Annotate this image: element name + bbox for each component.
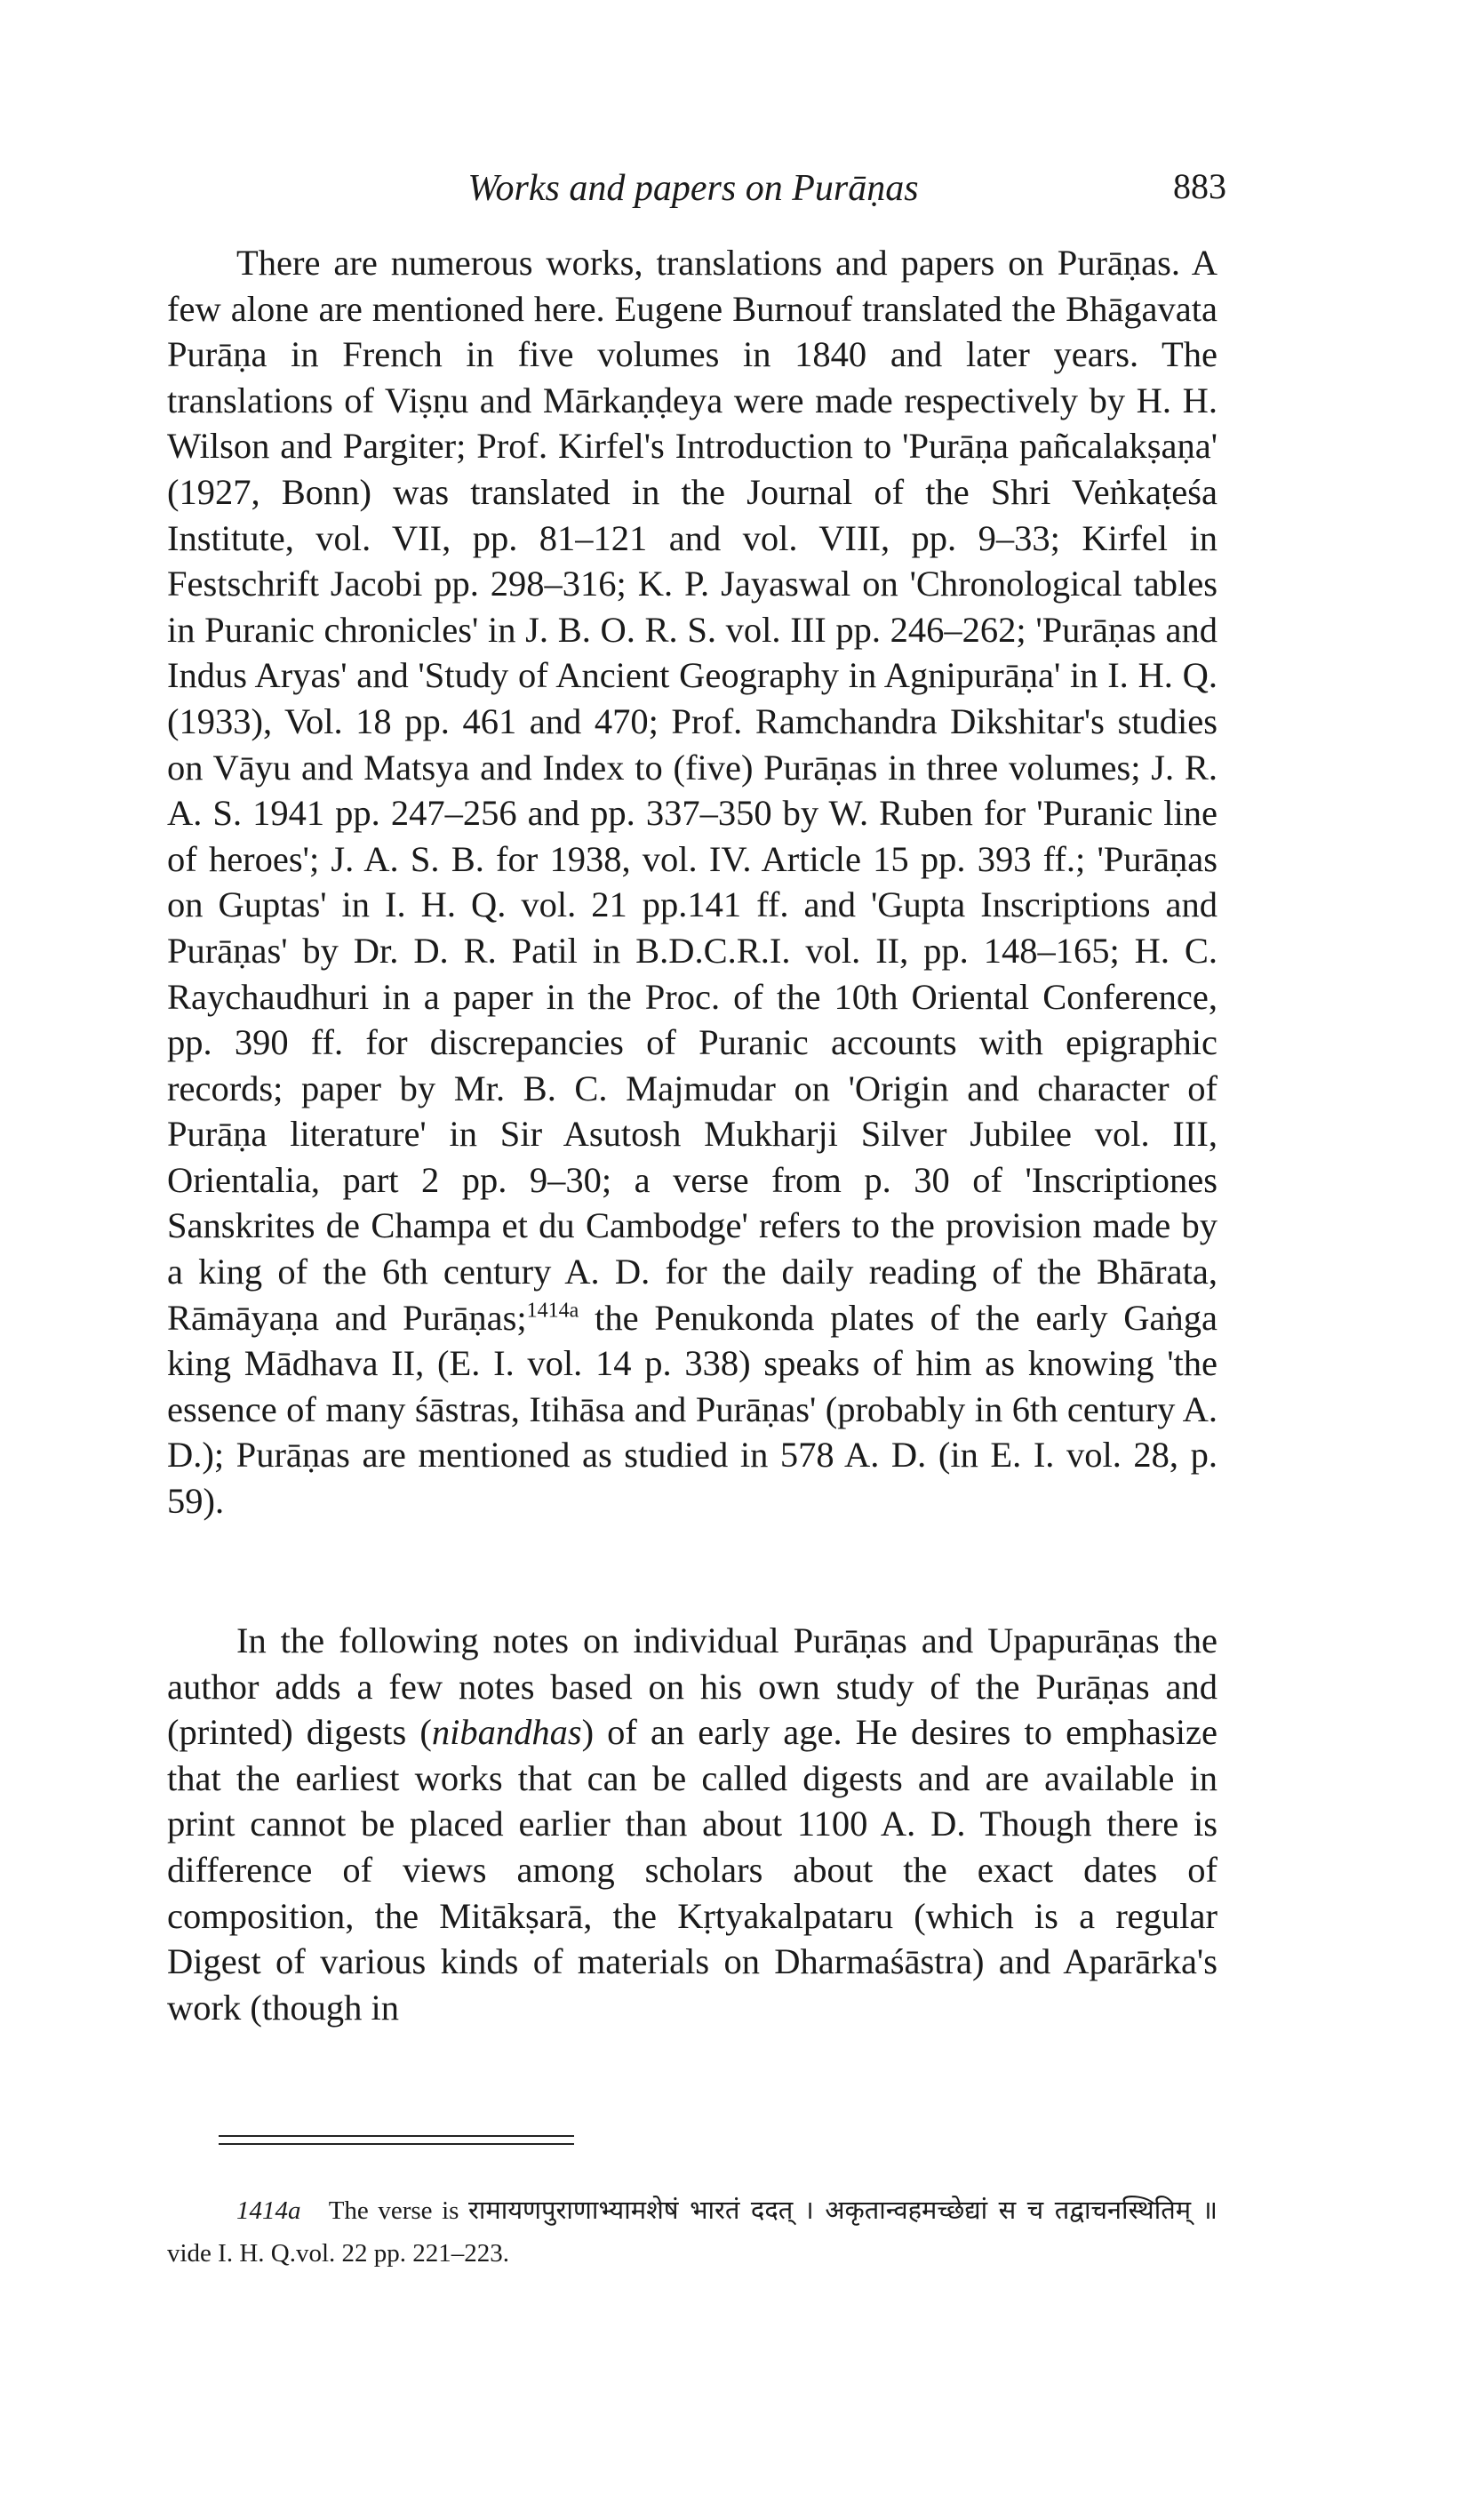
paragraph-2-text-b: ) of an early age. He desires to emphasize that the earliest works that can be called digests and are available in print cannot be placed earlier than about 1100 A. D. Though there is difference of views among scholars about the exact dates of composition, the Mitākṣarā, the Kṛtyakalpataru (which is a regular Digest of various kinds of materials on Dharmaśāstra) and Aparārka's work (though in xyxy=(167,1712,1218,2028)
body-paragraph-1 xyxy=(167,240,1218,1524)
footnote-tail: vide I. H. Q.vol. 22 pp. 221–223. xyxy=(167,2239,510,2268)
paragraph-2-text-a: In the following notes on individual Purāṇas and Upapurāṇas the author adds a few notes based on his own study of the Purāṇas and (printed) digests ( xyxy=(167,1620,1218,1753)
footnote-sanskrit-verse: रामायणपुराणाभ्यामशेषं भारतं ददत् । अकृतान्वहमच्छेद्यां स च तद्वाचनस्थितिम् ॥ xyxy=(468,2195,1218,2225)
paragraph-1-text-b: the Penukonda plates of the early Gaṅga king Mādhava II, (E. I. vol. 14 p. 338) speaks of him as knowing 'the essence of many śāstras, Itihāsa and Purāṇas' (probably in 6th century A. D.); Purāṇas are mentioned as studied in 578 A. D. (in E. I. vol. 28, p. 59). xyxy=(167,1297,1218,1522)
page-number: 883 xyxy=(1173,166,1226,206)
footnote-lead: The verse is xyxy=(328,2196,469,2225)
running-head: Works and papers on Purāṇas xyxy=(467,168,919,209)
body-paragraph-2 xyxy=(167,1618,1218,2030)
footnote-separator-rule xyxy=(219,2135,574,2137)
paragraph-1-text-a: There are numerous works, translations and papers on Purāṇas. A few alone are mentioned here. Eugene Burnouf translated the Bhāgavata Purāṇa in French in five volumes in 1840 and later years. The translations of Viṣṇu and Mārkaṇḍeya were made respectively by H. H. Wilson and Pargiter; Prof. Kirfel's Introduction to 'Purāṇa pañcalakṣaṇa' (1927, Bonn) was translated in the Journal of the Shri Veṅkaṭeśa Institute, vol. VII, pp. 81–121 and vol. VIII, pp. 9–33; Kirfel in Festschrift Jacobi pp. 298–316; K. P. Jayaswal on 'Chronological tables in Puranic chronicles' in J. B. O. R. S. vol. III pp. 246–262; 'Purāṇas and Indus Aryas' and 'Study of Ancient Geography in Agnipurāṇa' in I. H. Q. (1933), Vol. 18 pp. 461 and 470; Prof. Ramchandra Dikshitar's studies on Vāyu and Matsya and Index to (five) Purāṇas in three volumes; J. R. A. S. 1941 pp. 247–256 and pp. 337–350 by W. Ruben for 'Puranic line of heroes'; J. A. S. B. for 1938, vol. IV. Article 15 pp. 393 ff.; 'Purāṇas on Guptas' in I. H. Q. vol. 21 pp.141 ff. and 'Gupta Inscriptions and Purāṇas' by Dr. D. R. Patil in B.D.C.R.I. vol. II, pp. 148–165; H. C. Raychaudhuri in a paper in the Proc. of the 10th Oriental Conference, pp. 390 ff. for discrepancies of Puranic accounts with epigraphic records; paper by Mr. B. C. Majmudar on 'Origin and character of Purāṇa literature' in Sir Asutosh Mukharji Silver Jubilee vol. III, Orientalia, part 2 pp. 9–30; a verse from p. 30 of 'Inscriptiones Sanskrites de Champa et du Cambodge' refers to the provision made by a king of the 6th century A. D. for the daily reading of the Bhārata, Rāmāyaṇa and Purāṇas; xyxy=(167,243,1218,1338)
footnote xyxy=(167,2188,1218,2275)
paragraph-2-italic-term: nibandhas xyxy=(431,1712,582,1753)
footnote-separator-rule-second xyxy=(219,2143,574,2145)
footnote-mark: 1414a xyxy=(236,2196,301,2225)
footnote-reference: 1414a xyxy=(526,1299,579,1323)
